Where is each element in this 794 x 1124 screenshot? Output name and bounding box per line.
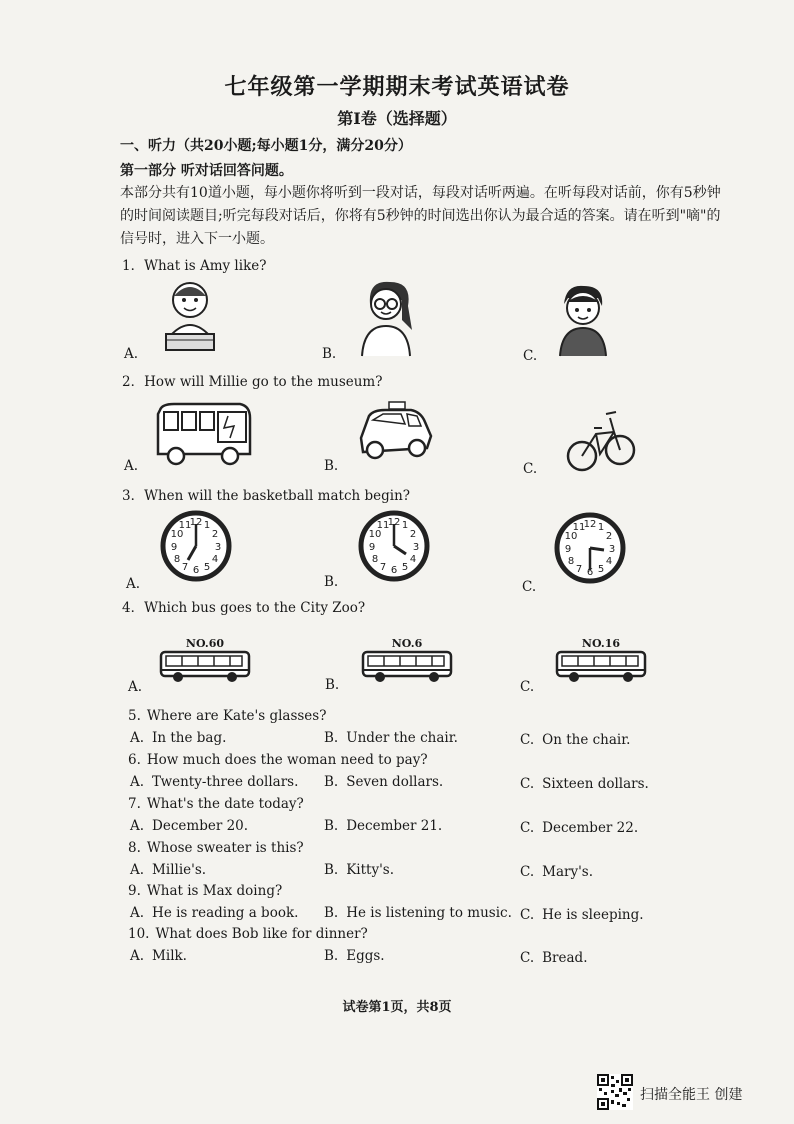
q7-option-b: B. December 21. — [324, 818, 443, 834]
short-hair-child-icon — [558, 284, 608, 356]
instructions: 本部分共有10道小题，每小题你将听到一段对话，每段对话听两遍。在听每段对话前，你有5秒钟的时间阅读题目;听完每段对话后，你将有5秒钟的时间选出你认为最合适的答案。请在听到"嘀"的信号时，进入下一小题。 — [120, 185, 721, 247]
q7-option-c: C. December 22. — [520, 820, 639, 836]
page-number: 试卷第1页，共8页 — [342, 1000, 452, 1015]
q1-option-a: A. — [124, 346, 139, 362]
q1-option-c: C. — [523, 348, 538, 364]
bus-icon — [158, 650, 252, 684]
q8-option-b: B. Kitty's. — [324, 862, 395, 878]
q10-option-b: B. Eggs. — [324, 948, 385, 964]
person-eating-cake-icon — [160, 278, 220, 358]
bus-icon — [154, 402, 254, 466]
q2-option-a: A. — [124, 458, 139, 474]
question-2: 2．How will Millie go to the museum? — [122, 374, 383, 390]
q9-option-a: A. He is reading a book. — [130, 905, 299, 921]
svg-text:2: 2 — [409, 529, 417, 540]
q4-option-a: A. — [128, 679, 143, 695]
svg-text:8: 8 — [173, 554, 181, 565]
question-5: 5. Where are Kate's glasses? — [128, 708, 327, 724]
svg-text:5: 5 — [597, 564, 605, 575]
bicycle-icon — [566, 404, 636, 474]
clock-7-icon — [160, 510, 232, 582]
bus-number-label: NO.6 — [391, 637, 423, 650]
section-heading: 一、听力（共20小题;每小题1分，满分20分） — [120, 138, 412, 154]
page-subtitle: 第Ⅰ卷（选择题） — [337, 109, 457, 128]
q6-option-a: A. Twenty-three dollars. — [130, 774, 299, 790]
question-10: 10. What does Bob like for dinner? — [128, 926, 368, 942]
svg-text:8: 8 — [371, 554, 379, 565]
svg-text:5: 5 — [203, 562, 211, 573]
taxi-icon — [355, 400, 435, 462]
bus-icon — [360, 650, 454, 684]
question-9: 9. What is Max doing? — [128, 883, 283, 899]
q2-option-b: B. — [324, 458, 339, 474]
watermark-text: 扫描全能王 创建 — [640, 1087, 743, 1103]
svg-text:12: 12 — [387, 517, 401, 528]
svg-text:9: 9 — [564, 544, 572, 555]
question-1: 1．What is Amy like? — [122, 258, 267, 274]
svg-text:11: 11 — [178, 520, 192, 531]
q1-option-b: B. — [322, 346, 337, 362]
svg-text:6: 6 — [192, 565, 200, 576]
q3-option-a: A. — [126, 576, 141, 592]
svg-text:11: 11 — [376, 520, 390, 531]
svg-text:3: 3 — [412, 542, 420, 553]
svg-text:1: 1 — [597, 522, 605, 533]
q10-option-c: C. Bread. — [520, 950, 588, 966]
clock-3-icon — [554, 512, 626, 584]
svg-text:10: 10 — [170, 529, 184, 540]
question-8: 8. Whose sweater is this? — [128, 840, 304, 856]
question-4: 4．Which bus goes to the City Zoo? — [122, 600, 366, 616]
qr-code-icon — [597, 1074, 633, 1110]
q5-option-c: C. On the chair. — [520, 732, 631, 748]
svg-text:11: 11 — [572, 522, 586, 533]
q9-option-b: B. He is listening to music. — [324, 905, 512, 921]
clock-4-icon — [358, 510, 430, 582]
svg-text:4: 4 — [211, 554, 219, 565]
svg-text:6: 6 — [586, 567, 594, 578]
svg-text:12: 12 — [189, 517, 203, 528]
svg-text:7: 7 — [181, 562, 189, 573]
svg-text:6: 6 — [390, 565, 398, 576]
q6-option-c: C. Sixteen dollars. — [520, 776, 649, 792]
svg-text:9: 9 — [368, 542, 376, 553]
question-3: 3．When will the basketball match begin? — [122, 488, 411, 504]
svg-text:1: 1 — [401, 520, 409, 531]
svg-text:10: 10 — [368, 529, 382, 540]
q7-option-a: A. December 20. — [130, 818, 249, 834]
svg-text:10: 10 — [564, 531, 578, 542]
q8-option-c: C. Mary's. — [520, 864, 594, 880]
q4-option-b: B. — [325, 677, 340, 693]
bus-icon — [554, 650, 648, 684]
svg-text:2: 2 — [605, 531, 613, 542]
svg-text:8: 8 — [567, 556, 575, 567]
svg-text:9: 9 — [170, 542, 178, 553]
svg-text:4: 4 — [409, 554, 417, 565]
svg-text:2: 2 — [211, 529, 219, 540]
q3-option-b: B. — [324, 574, 339, 590]
bus-number-label: NO.60 — [185, 637, 225, 650]
svg-text:12: 12 — [583, 519, 597, 530]
svg-text:1: 1 — [203, 520, 211, 531]
q6-option-b: B. Seven dollars. — [324, 774, 444, 790]
bus-number-label: NO.16 — [581, 637, 621, 650]
girl-with-glasses-icon — [358, 280, 418, 356]
page-title: 七年级第一学期期末考试英语试卷 — [224, 74, 570, 100]
q8-option-a: A. Millie's. — [130, 862, 207, 878]
svg-text:3: 3 — [608, 544, 616, 555]
q5-option-b: B. Under the chair. — [324, 730, 458, 746]
q5-option-a: A. In the bag. — [130, 730, 227, 746]
q3-option-c: C. — [522, 579, 537, 595]
svg-text:7: 7 — [575, 564, 583, 575]
question-6: 6. How much does the woman need to pay? — [128, 752, 428, 768]
part-heading: 第一部分 听对话回答问题。 — [120, 163, 293, 179]
q10-option-a: A. Milk. — [130, 948, 187, 964]
svg-text:3: 3 — [214, 542, 222, 553]
svg-text:4: 4 — [605, 556, 613, 567]
q2-option-c: C. — [523, 461, 538, 477]
question-7: 7. What's the date today? — [128, 796, 304, 812]
q4-option-c: C. — [520, 679, 535, 695]
q9-option-c: C. He is sleeping. — [520, 907, 644, 923]
svg-text:5: 5 — [401, 562, 409, 573]
svg-text:7: 7 — [379, 562, 387, 573]
